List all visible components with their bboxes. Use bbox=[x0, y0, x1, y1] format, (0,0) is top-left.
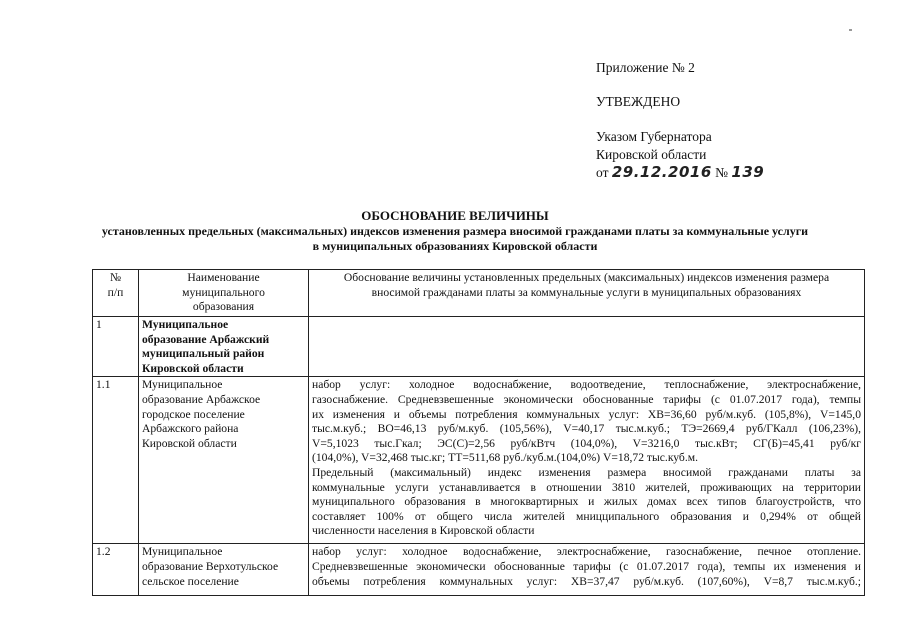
document-subtitle-line-1: установленных предельных (максимальных) индексов изменения размера вносимой гражданами платы за коммунальные услуги bbox=[101, 224, 809, 238]
justification-table bbox=[92, 269, 865, 596]
reason-line: Средневзвешенные экономически обоснованные тарифы (с 01.07.2017 года), темпы их изменения и bbox=[312, 559, 861, 573]
reason-line: их изменения и объемы потребления коммунальных услуг: ХВ=36,60 руб/м.куб. (105,8%), V=145,0 bbox=[312, 407, 861, 421]
header-num-line: № bbox=[109, 271, 122, 284]
row-name-line: образование Арбажское bbox=[142, 392, 261, 406]
scan-speck bbox=[849, 29, 852, 31]
row-name-line: Муниципальное bbox=[142, 318, 229, 331]
row-name-line: Кировской области bbox=[142, 436, 237, 450]
reason-line: V=5,1023 тыс.Гкал; ЭС(С)=2,56 руб/кВтч (104,0%), V=3216,0 тыс.кВт; СГ(Б)=45,41 руб/кг bbox=[312, 436, 861, 450]
row-name-line: Кировской области bbox=[142, 361, 244, 375]
row-name-line: Арбажского района bbox=[142, 422, 239, 436]
header-name-cell bbox=[139, 270, 309, 317]
document-title: ОБОСНОВАНИЕ ВЕЛИЧИНЫ bbox=[361, 208, 549, 223]
row-reason-cell bbox=[309, 377, 865, 544]
row-name-line: Муниципальное bbox=[142, 545, 223, 559]
handwritten-date: 29.12.2016 bbox=[611, 163, 712, 181]
reason-line: коммунальные услуги устанавливается в отношении 3810 жителей, проживающих на территории bbox=[312, 480, 861, 494]
row-name-line: городское поселение bbox=[142, 407, 245, 421]
from-label: от bbox=[596, 165, 609, 180]
row-name-line: Муниципальное bbox=[142, 378, 223, 392]
row-reason-cell bbox=[309, 317, 865, 377]
decree-date-line bbox=[596, 163, 764, 181]
row-name-cell bbox=[139, 544, 309, 596]
reason-line: газоснабжение. Средневзвешенные экономически обоснованные тарифы (с 01.07.2017 года), темпы bbox=[312, 392, 861, 406]
decree-line-1: Указом Губернатора bbox=[596, 129, 712, 144]
document-subtitle-line-2: в муниципальных образованиях Кировской области bbox=[312, 239, 598, 253]
reason-line: (104,0%), V=32,468 тыс.кг; ТТ=511,68 руб./куб.м.(104,0%) V=18,72 тыс.куб.м. bbox=[312, 451, 698, 465]
row-num-cell: 1 bbox=[93, 317, 139, 377]
row-name-cell bbox=[139, 377, 309, 544]
number-label: № bbox=[715, 165, 729, 180]
reason-line: составляет 100% от общего числа жителей мницципального образования и 0,294% от общей bbox=[312, 509, 861, 523]
table-row bbox=[93, 317, 865, 377]
decree-line-2: Кировской области bbox=[596, 147, 707, 162]
reason-line: тыс.м.куб.; ВО=46,13 руб/м.куб. (105,56%), V=40,17 тыс.м.куб.; ТЭ=2669,4 руб/ГКалл (106,23%), bbox=[312, 422, 861, 436]
header-reason-cell bbox=[309, 270, 865, 317]
reason-line: Предельный (максимальный) индекс изменения размера вносимой гражданами платы за bbox=[312, 465, 861, 479]
reason-line: объемы потребления коммунальных услуг: ХВ=37,47 руб/м.куб. (107,60%), V=8,7 тыс.м.куб.; bbox=[312, 574, 861, 588]
row-reason-cell bbox=[309, 544, 865, 596]
header-name-line: образования bbox=[192, 300, 255, 314]
reason-line: набор услуг: холодное водоснабжение, водоотведение, теплоснабжение, электроснабжение, bbox=[312, 378, 861, 392]
approved-stamp: УТВЕЖДЕНО bbox=[596, 94, 681, 109]
table-header-row bbox=[93, 270, 865, 317]
table-row bbox=[93, 377, 865, 544]
header-name-line: Наименование bbox=[187, 271, 260, 284]
reason-line: набор услуг: холодное водоснабжение, электроснабжение, газоснабжение, печное отопление. bbox=[312, 545, 861, 559]
reason-line: муниципального образования в многоквартирных и жилых домах всех типов благоустройств, что bbox=[312, 495, 861, 509]
row-num-cell: 1.2 bbox=[93, 544, 139, 596]
header-num-cell bbox=[93, 270, 139, 317]
row-name-line: сельское поселение bbox=[142, 574, 239, 588]
row-num-cell: 1.1 bbox=[93, 377, 139, 544]
handwritten-number: 139 bbox=[731, 163, 765, 181]
annex-number: Приложение № 2 bbox=[596, 60, 695, 75]
row-name-line: образование Арбажский bbox=[142, 332, 270, 346]
reason-line: численности населения в Кировской области bbox=[312, 524, 535, 538]
header-reason-line: вносимой гражданами платы за коммунальные услуги в муниципальных образованиях bbox=[371, 285, 802, 299]
row-name-line: образование Верхотульское bbox=[142, 559, 279, 573]
row-name-cell bbox=[139, 317, 309, 377]
header-num-line: п/п bbox=[107, 285, 124, 299]
header-name-line: муниципального bbox=[182, 285, 265, 299]
row-name-line: муниципальный район bbox=[142, 347, 265, 361]
header-reason-line: Обоснование величины установленных предельных (максимальных) индексов изменения размера bbox=[343, 271, 830, 284]
table-row bbox=[93, 544, 865, 596]
